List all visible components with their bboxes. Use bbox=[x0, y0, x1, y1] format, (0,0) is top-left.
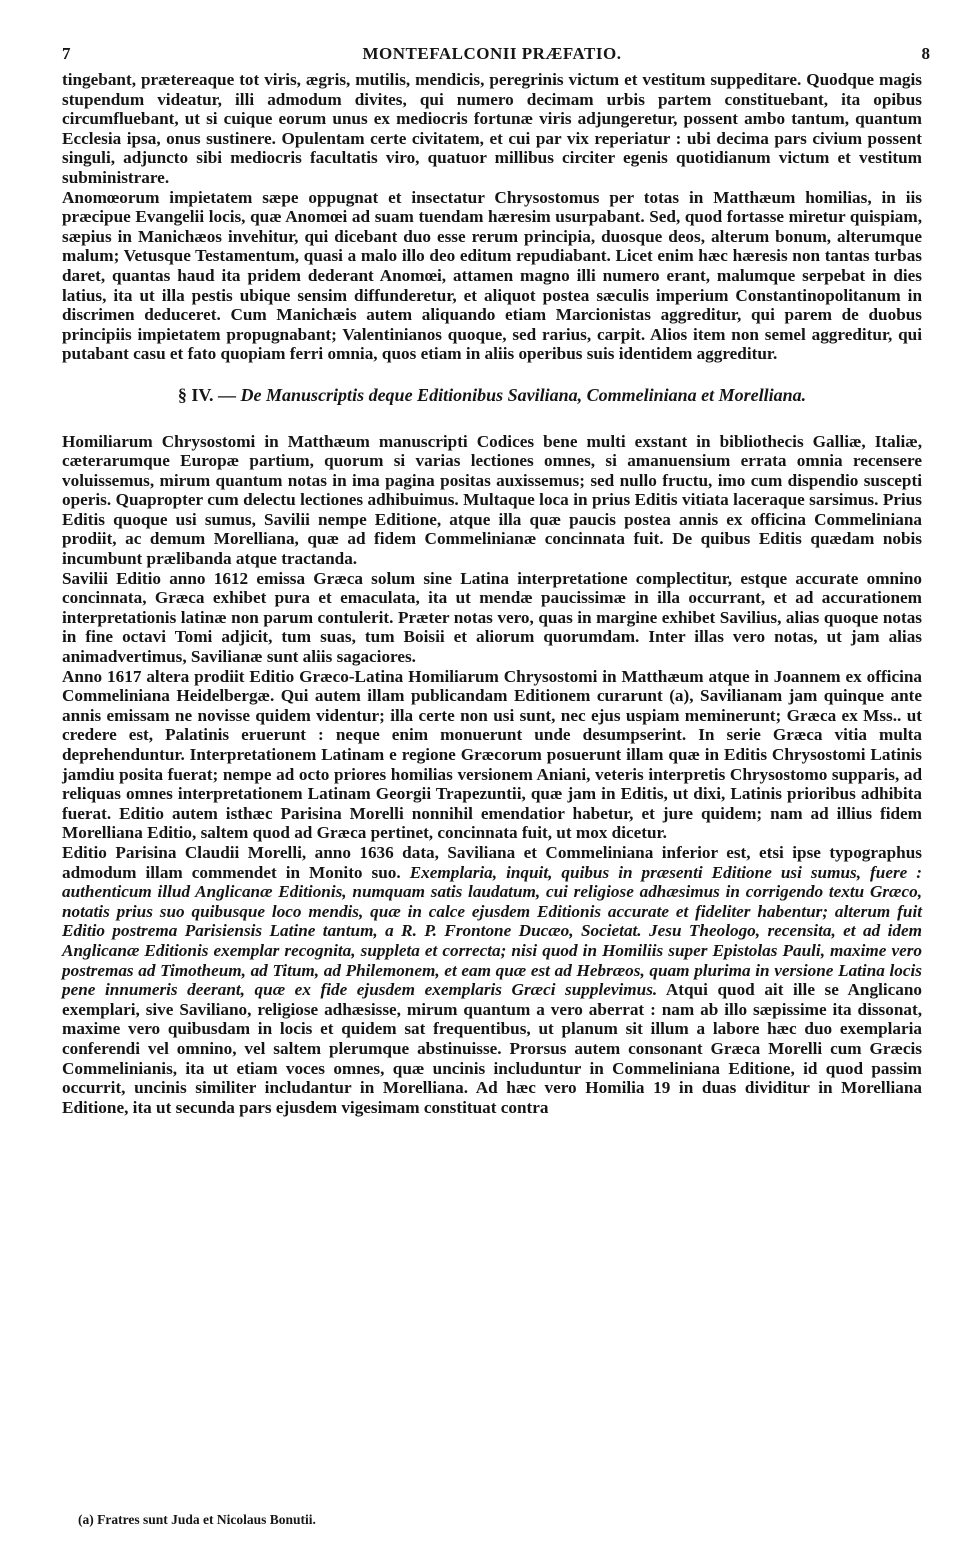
paragraph: Homiliarum Chrysostomi in Matthæum manuscripti Codices bene multi exstant in bibliothecis Galliæ, Italiæ, cæterarumque Europæ partium, quorum si varias lectiones omnes, si amanuensium errata omnia recensere voluissemus, mirum quantum notas in ima pagina positas auxissemus; sed nullo fructu, imo cum dispendio suscepti operis. Quapropter cum delectu lectiones adhibuimus. Multaque loca in prius Editis vitiata laceraque sarsimus. Prius Editis quoque usi sumus, Savilii nempe Editione, atque illa quæ paucis postea annis ex officina Commeliniana prodiit, ac demum Morelliana, quæ ad fidem Commelinianæ concinnata fuit. De quibus Editis quædam nobis incumbunt prælibanda atque tractanda. bbox=[62, 431, 922, 569]
page-content bbox=[62, 44, 930, 1117]
paragraph: tingebant, prætereaque tot viris, ægris, mutilis, mendicis, peregrinis victum et vestitum suppeditare. Quodque magis stupendum videatur, illi admodum divites, qui numero decimam urbis partem constituebant, ita opibus circumfluebant, ut si cuique eorum unus ex mediocris fortunæ viris adjungeretur, possent ambo tantum, quantum Ecclesia ipsa, onus sustinere. Opulentam certe civitatem, et cui par vix reperiatur : ubi decima pars civium possent singuli, adjuncto sibi mediocris facultatis viro, quatuor millibus circiter egenis quotidianum victum et vestitum subministrare. bbox=[62, 70, 922, 187]
body-text bbox=[62, 70, 922, 1117]
page-number-right: 8 bbox=[921, 44, 930, 63]
running-header bbox=[62, 44, 930, 66]
paragraph bbox=[62, 843, 922, 1117]
section-number: § IV. — bbox=[177, 384, 237, 405]
page-number-left: 7 bbox=[62, 44, 71, 63]
paragraph: Anno 1617 altera prodiit Editio Græco-Latina Homiliarum Chrysostomi in Matthæum atque in Joannem ex officina Commeliniana Heidelbergæ. Qui autem illam publicandam Editionem curarunt (a), Savilianam jam quinque ante annis emissam ne novisse quidem videntur; illa certe non usi sunt, nec ejus uspiam meminerunt; Græca ex Mss.. ut credere est, Palatinis eruerunt : neque enim monuerunt unde desumpserint. In serie Græca vitia multa deprehenduntur. Interpretationem Latinam e regione Græcorum posuerunt illam quæ in Editis Chrysostomi Latinis jamdiu posita fuerat; nempe ad octo priores homilias versionem Aniani, veteris interpretis Chrysostomo supparis, ad reliquas omnes interpretationem Latinam Georgii Trapezuntii, quæ jam in Editis, ut dixi, Latinis prioribus adhibita fuerat. Editio autem isthæc Parisina Morelli nonnihil emendatior habetur, et jure quidem; nam ad illius fidem Morelliana Editio, saltem quod ad Græca pertinet, concinnata fuit, ut mox dicetur. bbox=[62, 666, 922, 843]
quotation: Exemplaria, inquit, quibus in præsenti Editione usi sumus, fuere : authenticum illud Anglicanæ Editionis, numquam satis laudatum, cui religiose adhæsimus in corrigendo textu Græco, notatis prius suo quibusque loco mendis, quæ in calce ejusdem Editionis accurate et fideliter habentur; alterum fuit Editio postrema Parisiensis Latine tantum, a R. P. Frontone Ducæo, Societat. Jesu Theologo, recensita, et ad idem Anglicanæ Editionis exemplar recognita, suppleta et correcta; nisi quod in Homiliis super Epistolas Pauli, maxime vero postremas ad Timotheum, ad Titum, ad Philemonem, et eam quæ est ad Hebræos, quam plurima in versione Latina locis pene innumeris deerant, quæ ex fide ejusdem exemplaris Græci supplevimus. bbox=[62, 862, 922, 1000]
paragraph: Savilii Editio anno 1612 emissa Græca solum sine Latina interpretatione complectitur, estque accurate omnino concinnata, Græca exhibet pura et emaculata, ita ut mendæ paucissimæ in illa occurrant, et ad accurationem interpretationis latinæ non parum contulerit. Præter notas vero, quas in margine exhibet Savilius, alias quoque notas in fine octavi Tomi adjicit, tum suas, tum Boisii et aliorum quorumdam. Inter illas vero notas, ut jam alias animadvertimus, Savilianæ sunt aliis sagaciores. bbox=[62, 568, 922, 667]
footnote: (a) Fratres sunt Juda et Nicolaus Bonutii. bbox=[78, 1512, 316, 1527]
paragraph: Anomœorum impietatem sæpe oppugnat et insectatur Chrysostomus per totas in Matthæum homilias, in iis præcipue Evangelii locis, quæ Anomœi ad suam tuendam hæresim usurpabant. Sed, quod fortasse miretur quispiam, sæpius in Manichæos invehitur, qui dicebant duo esse rerum principia, duosque deos, alterum bonum, alterumque malum; Vetusque Testamentum, quasi a malo illo deo editum repudiabant. Licet enim hæc hæresis non tantas turbas daret, quantas haud ita pridem dederant Anomœi, attamen magno illi numero erant, malumque serpebat in dies latius, ita ut illa pestis ubique sensim diffunderetur, et aliquot postea sæculis imperium Constantinopolitanum in discrimen deduceret. Cum Manichæis autem aliquando etiam Marcionistas aggreditur, qui parem de duobus principiis impietatem propugnabant; Valentinianos quoque, sed rarius, carpit. Alios item non semel aggreditur, qui putabant casu et fato quopiam ferri omnia, quos etiam in aliis operibus suis identidem aggreditur. bbox=[62, 187, 922, 364]
paragraph-text: Atqui quod ait ille se Anglicano exemplari, sive Saviliano, religiose adhæsisse, mirum quantum a vero aberrat : nam ab illo sæpissime ita dissonat, maxime vero quibusdam in locis et quidem sat frequentibus, ut planum sit illum a labore hæc duo exemplaria conferendi vel omnino, vel saltem plerumque abstinuisse. Prorsus autem consonant Græca Morelli cum Græcis Commelinianis, ita ut etiam voces omnes, quæ uncinis includuntur in Commeliniana Editione, id quod passim occurrit, uncinis similiter includantur in Morelliana. Ad hæc vero Homilia 19 in duas dividitur in Morelliana Editione, ita ut secunda pars ejusdem vigesimam constituat contra bbox=[62, 980, 922, 1117]
running-title: MONTEFALCONII PRÆFATIO. bbox=[362, 44, 622, 63]
section-heading bbox=[62, 386, 922, 406]
paragraph-text: Editio Parisina Claudii Morelli, anno 1636 data, Saviliana et Commeliniana inferior est, etsi ipse typographus admodum illam commendet in Monito suo. bbox=[62, 842, 922, 882]
section-title: De Manuscriptis deque Editionibus Saviliana, Commeliniana et Morelliana. bbox=[240, 384, 807, 405]
